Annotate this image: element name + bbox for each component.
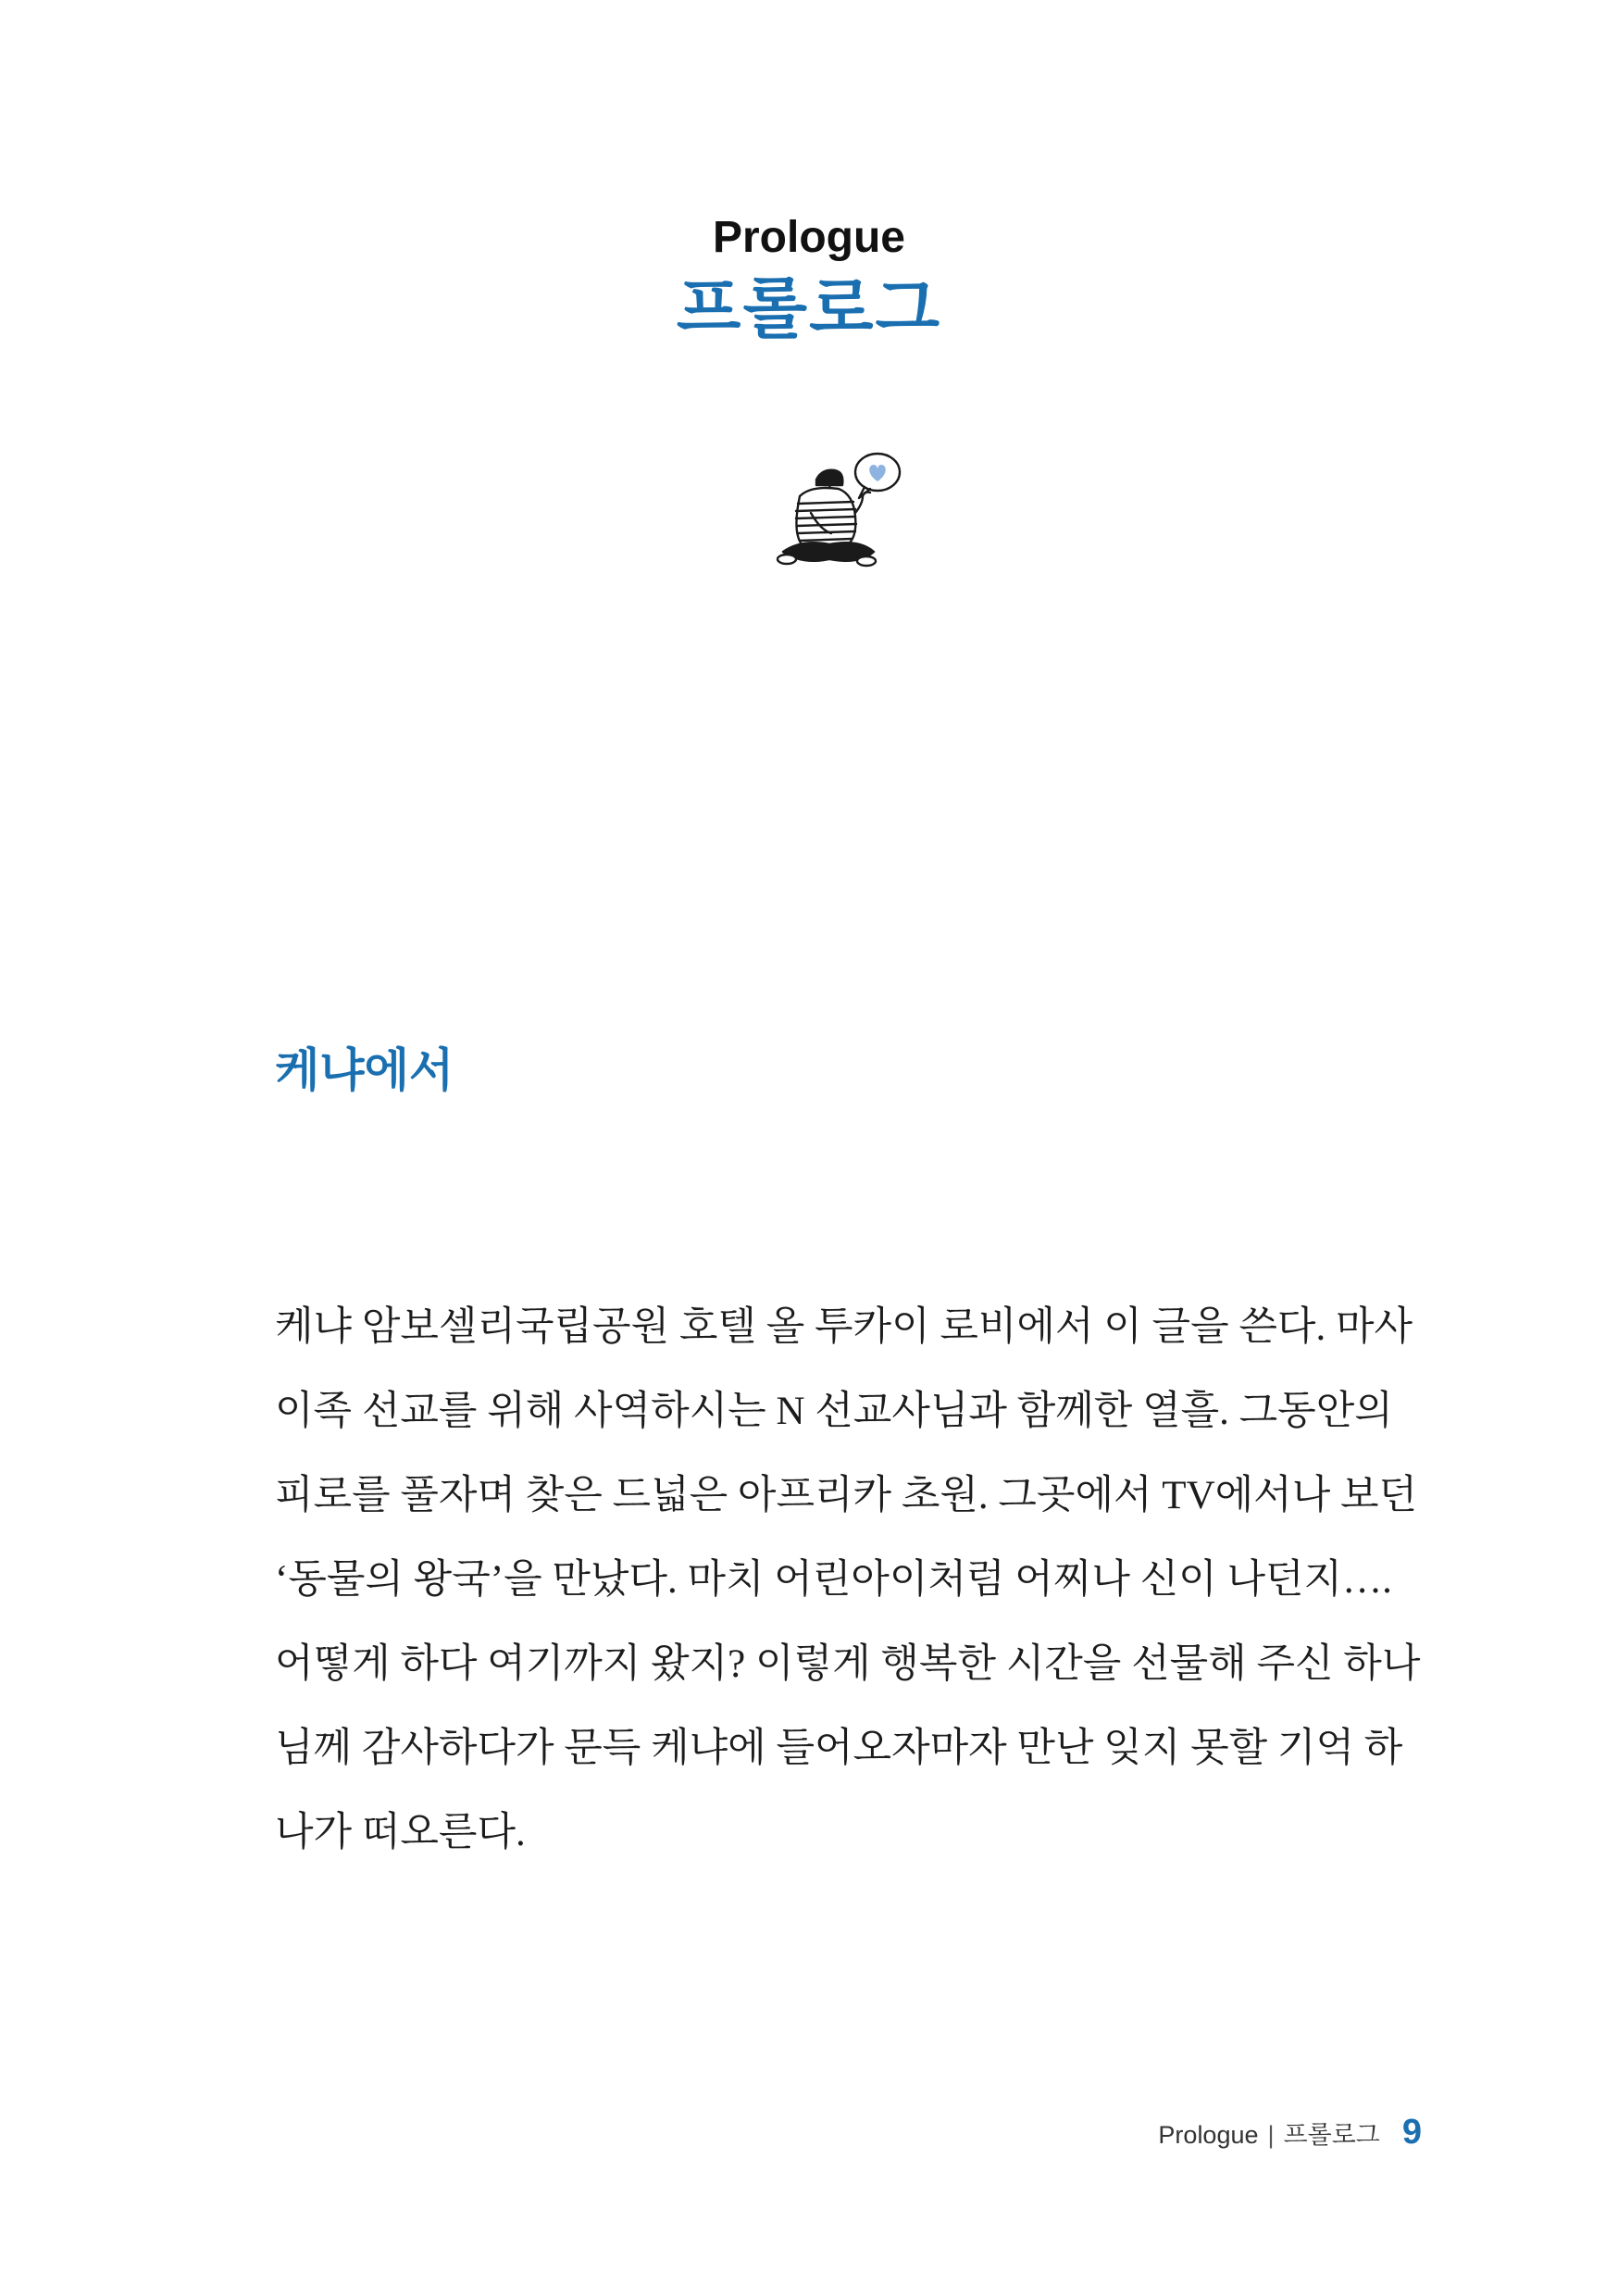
page-number: 9 (1401, 2113, 1422, 2152)
body-line: 나가 떠오른다. (275, 1811, 526, 1854)
footer-label-korean: 프롤로그 (1283, 2121, 1380, 2149)
section-heading: 케냐에서 (275, 1043, 454, 1097)
body-line: 님께 감사하다가 문득 케냐에 들어오자마자 만난 잊지 못할 기억 하 (275, 1727, 1403, 1770)
person-with-heart-bubble-icon (774, 448, 913, 574)
footer-separator: | (1267, 2121, 1275, 2149)
body-line: ‘동물의 왕국’을 만났다. 마치 어린아이처럼 어찌나 신이 나던지…. (275, 1558, 1392, 1602)
chapter-header (0, 209, 1618, 348)
footer-label-english: Prologue (1158, 2121, 1259, 2149)
body-line: 피로를 풀자며 찾은 드넓은 아프리카 초원. 그곳에서 TV에서나 보던 (275, 1474, 1418, 1517)
body-line: 어떻게 하다 여기까지 왔지? 이렇게 행복한 시간을 선물해 주신 하나 (275, 1642, 1421, 1686)
body-paragraph (275, 1285, 1421, 1875)
page-footer (1158, 2113, 1422, 2152)
chapter-title-korean: 프롤로그 (676, 269, 942, 347)
body-line: 이족 선교를 위해 사역하시는 N 선교사님과 함께한 열흘. 그동안의 (275, 1390, 1393, 1433)
body-line: 케냐 암보셀리국립공원 호텔 올 투카이 로비에서 이 글을 쓴다. 마사 (275, 1305, 1413, 1349)
chapter-title-english: Prologue (712, 213, 905, 262)
